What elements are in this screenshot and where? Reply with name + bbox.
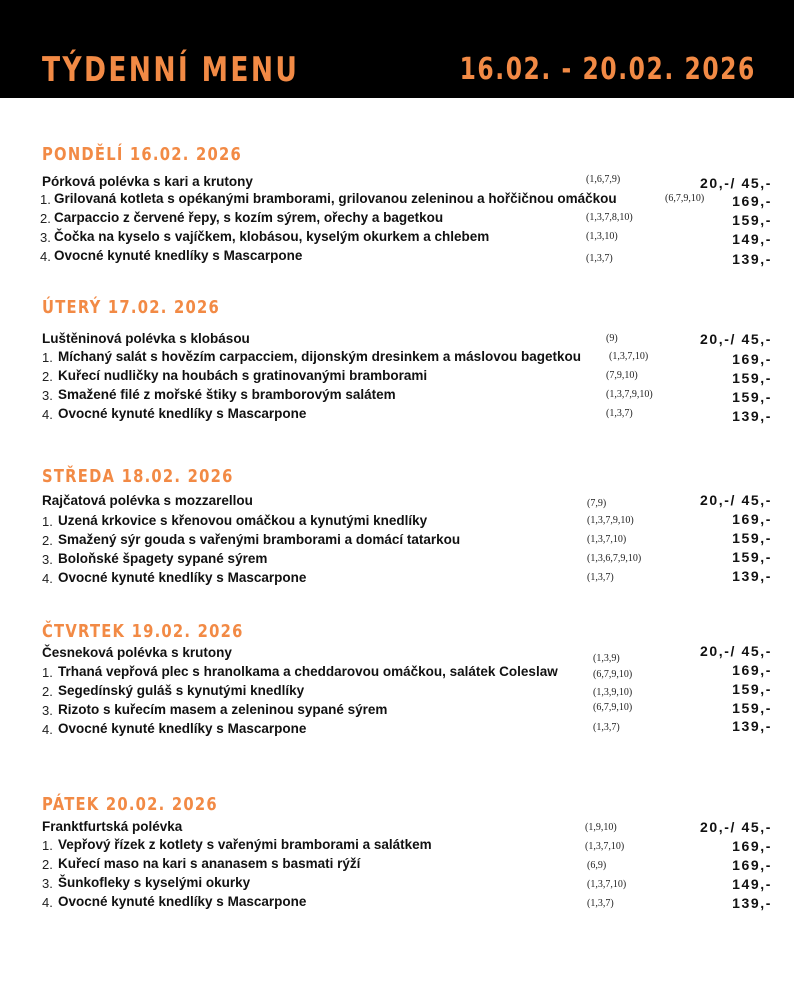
dish-name: Ovocné kynuté knedlíky s Mascarpone bbox=[58, 406, 307, 421]
dish-price: 139,- bbox=[732, 718, 772, 734]
dish-price: 159,- bbox=[732, 530, 772, 546]
allergen-codes: (1,3,7,8,10) bbox=[586, 212, 633, 223]
menu-item bbox=[0, 387, 794, 406]
menu-item bbox=[0, 718, 794, 740]
dish-price: 169,- bbox=[732, 351, 772, 367]
menu-item bbox=[0, 532, 794, 551]
dish-price: 159,- bbox=[732, 700, 772, 716]
dish-price: 139,- bbox=[732, 408, 772, 424]
dish-price: 20,-/ 45,- bbox=[699, 643, 772, 659]
date-range: 16.02. - 20.02. 2026 bbox=[459, 52, 756, 87]
day-title: ÚTERÝ 17.02. 2026 bbox=[42, 297, 220, 318]
allergen-codes: (1,3,7) bbox=[587, 572, 614, 583]
dish-name: Míchaný salát s hovězím carpacciem, dijonským dresinkem a máslovou bagetkou bbox=[58, 349, 581, 364]
allergen-codes: (6,7,9,10) bbox=[665, 193, 705, 204]
allergen-codes: (1,3,7,10) bbox=[587, 534, 627, 545]
item-number: 2. bbox=[42, 533, 53, 548]
dish-price: 159,- bbox=[732, 212, 772, 228]
allergen-codes: (1,3,7) bbox=[587, 898, 614, 909]
dish-name: Ovocné kynuté knedlíky s Mascarpone bbox=[58, 721, 307, 736]
item-number: 4. bbox=[42, 722, 53, 737]
allergen-codes: (7,9) bbox=[587, 498, 607, 509]
menu-item bbox=[0, 856, 794, 875]
menu-item bbox=[0, 229, 794, 248]
dish-name: Segedínský guláš s kynutými knedlíky bbox=[58, 683, 305, 698]
menu-item bbox=[0, 664, 794, 683]
soup-row bbox=[0, 819, 794, 838]
soup-row bbox=[0, 493, 794, 512]
item-number: 1. bbox=[42, 350, 53, 365]
item-number: 1. bbox=[42, 514, 53, 529]
day-title: STŘEDA 18.02. 2026 bbox=[42, 466, 234, 487]
allergen-codes: (1,3,7,10) bbox=[609, 351, 649, 362]
menu-item bbox=[0, 702, 794, 721]
item-number: 3. bbox=[40, 230, 51, 245]
dish-price: 20,-/ 45,- bbox=[699, 819, 772, 835]
dish-name: Rajčatová polévka s mozzarellou bbox=[42, 493, 253, 508]
allergen-codes: (1,3,7,9,10) bbox=[587, 515, 634, 526]
dish-price: 159,- bbox=[732, 389, 772, 405]
dish-price: 159,- bbox=[732, 370, 772, 386]
item-number: 1. bbox=[40, 192, 51, 207]
item-number: 1. bbox=[42, 838, 53, 853]
allergen-codes: (1,3,7,9,10) bbox=[606, 389, 653, 400]
allergen-codes: (6,9) bbox=[587, 860, 607, 871]
item-number: 4. bbox=[40, 249, 51, 264]
item-number: 1. bbox=[42, 665, 53, 680]
menu-item bbox=[0, 210, 794, 229]
dish-name: Boloňské špagety sypané sýrem bbox=[58, 551, 268, 566]
allergen-codes: (1,3,7) bbox=[606, 408, 633, 419]
dish-price: 149,- bbox=[732, 876, 772, 892]
menu-item bbox=[0, 349, 794, 368]
dish-price: 169,- bbox=[732, 511, 772, 527]
dish-name: Uzená krkovice s křenovou omáčkou a kynutými knedlíky bbox=[58, 513, 428, 528]
menu-title: TÝDENNÍ MENU bbox=[42, 50, 300, 90]
dish-price: 169,- bbox=[732, 838, 772, 854]
item-number: 4. bbox=[42, 407, 53, 422]
dish-name: Ovocné kynuté knedlíky s Mascarpone bbox=[58, 570, 307, 585]
allergen-codes: (1,3,7) bbox=[593, 722, 620, 733]
menu-item bbox=[0, 551, 794, 570]
menu-item bbox=[0, 406, 794, 425]
dish-name: Smažené filé z mořské štiky s bramborovým salátem bbox=[58, 387, 396, 402]
dish-name: Trhaná vepřová plec s hranolkama a cheddarovou omáčkou, salátek Coleslaw bbox=[58, 664, 558, 679]
allergen-codes: (1,9,10) bbox=[585, 822, 617, 833]
dish-name: Ovocné kynuté knedlíky s Mascarpone bbox=[54, 248, 303, 263]
menu-item bbox=[0, 894, 794, 913]
dish-price: 20,-/ 45,- bbox=[699, 492, 772, 508]
allergen-codes: (1,3,9,10) bbox=[593, 687, 633, 698]
item-number: 2. bbox=[42, 369, 53, 384]
dish-name: Pórková polévka s kari a krutony bbox=[42, 174, 253, 189]
menu-item bbox=[0, 570, 794, 589]
item-number: 4. bbox=[42, 895, 53, 910]
allergen-codes: (1,3,9) bbox=[593, 653, 620, 664]
day-title: PONDĚLÍ 16.02. 2026 bbox=[42, 144, 242, 165]
dish-price: 159,- bbox=[732, 681, 772, 697]
menu-item bbox=[0, 368, 794, 387]
dish-price: 20,-/ 45,- bbox=[699, 175, 772, 191]
dish-price: 169,- bbox=[732, 857, 772, 873]
dish-name: Carpaccio z červené řepy, s kozím sýrem, ořechy a bagetkou bbox=[54, 210, 444, 225]
dish-price: 169,- bbox=[732, 193, 772, 209]
dish-price: 139,- bbox=[732, 251, 772, 267]
menu-item bbox=[0, 837, 794, 856]
dish-price: 139,- bbox=[732, 895, 772, 911]
allergen-codes: (7,9,10) bbox=[606, 370, 638, 381]
dish-name: Grilovaná kotleta s opékanými bramborami, grilovanou zeleninou a hořčičnou omáčkou bbox=[54, 191, 617, 206]
dish-price: 139,- bbox=[732, 568, 772, 584]
menu-item bbox=[0, 513, 794, 532]
allergen-codes: (1,3,7,10) bbox=[585, 841, 625, 852]
item-number: 2. bbox=[42, 684, 53, 699]
item-number: 3. bbox=[42, 552, 53, 567]
menu-item bbox=[0, 875, 794, 894]
allergen-codes: (1,3,7,10) bbox=[587, 879, 627, 890]
allergen-codes: (6,7,9,10) bbox=[593, 669, 633, 680]
dish-name: Ovocné kynuté knedlíky s Mascarpone bbox=[58, 894, 307, 909]
allergen-codes: (9) bbox=[606, 333, 618, 344]
item-number: 2. bbox=[40, 211, 51, 226]
dish-name: Luštěninová polévka s klobásou bbox=[42, 331, 250, 346]
item-number: 3. bbox=[42, 388, 53, 403]
allergen-codes: (1,6,7,9) bbox=[586, 174, 621, 185]
dish-price: 169,- bbox=[732, 662, 772, 678]
item-number: 3. bbox=[42, 876, 53, 891]
dish-name: Vepřový řízek z kotlety s vařenými bramborami a salátkem bbox=[58, 837, 432, 852]
dish-name: Franktfurtská polévka bbox=[42, 819, 183, 834]
dish-name: Česneková polévka s krutony bbox=[42, 645, 232, 660]
dish-price: 159,- bbox=[732, 549, 772, 565]
item-number: 3. bbox=[42, 703, 53, 718]
dish-name: Kuřecí nudličky na houbách s gratinovanými bramborami bbox=[58, 368, 428, 383]
dish-name: Rizoto s kuřecím masem a zeleninou sypané sýrem bbox=[58, 702, 388, 717]
allergen-codes: (1,3,10) bbox=[586, 231, 618, 242]
menu-item bbox=[0, 191, 794, 210]
header-bar bbox=[0, 0, 794, 98]
menu-item bbox=[0, 248, 794, 267]
item-number: 4. bbox=[42, 571, 53, 586]
item-number: 2. bbox=[42, 857, 53, 872]
allergen-codes: (1,3,6,7,9,10) bbox=[587, 553, 642, 564]
allergen-codes: (1,3,7) bbox=[586, 253, 613, 264]
day-title: PÁTEK 20.02. 2026 bbox=[42, 794, 218, 815]
dish-name: Šunkofleky s kyselými okurky bbox=[58, 875, 251, 890]
menu-item bbox=[0, 683, 794, 702]
day-title: ČTVRTEK 19.02. 2026 bbox=[42, 621, 244, 642]
allergen-codes: (6,7,9,10) bbox=[593, 702, 633, 713]
dish-name: Smažený sýr gouda s vařenými bramborami a domácí tatarkou bbox=[58, 532, 461, 547]
dish-name: Kuřecí maso na kari s ananasem s basmati rýží bbox=[58, 856, 361, 871]
dish-price: 20,-/ 45,- bbox=[699, 331, 772, 347]
soup-row bbox=[0, 645, 794, 664]
dish-name: Čočka na kyselo s vajíčkem, klobásou, kyselým okurkem a chlebem bbox=[54, 229, 490, 244]
dish-price: 149,- bbox=[732, 231, 772, 247]
soup-row bbox=[0, 331, 794, 350]
